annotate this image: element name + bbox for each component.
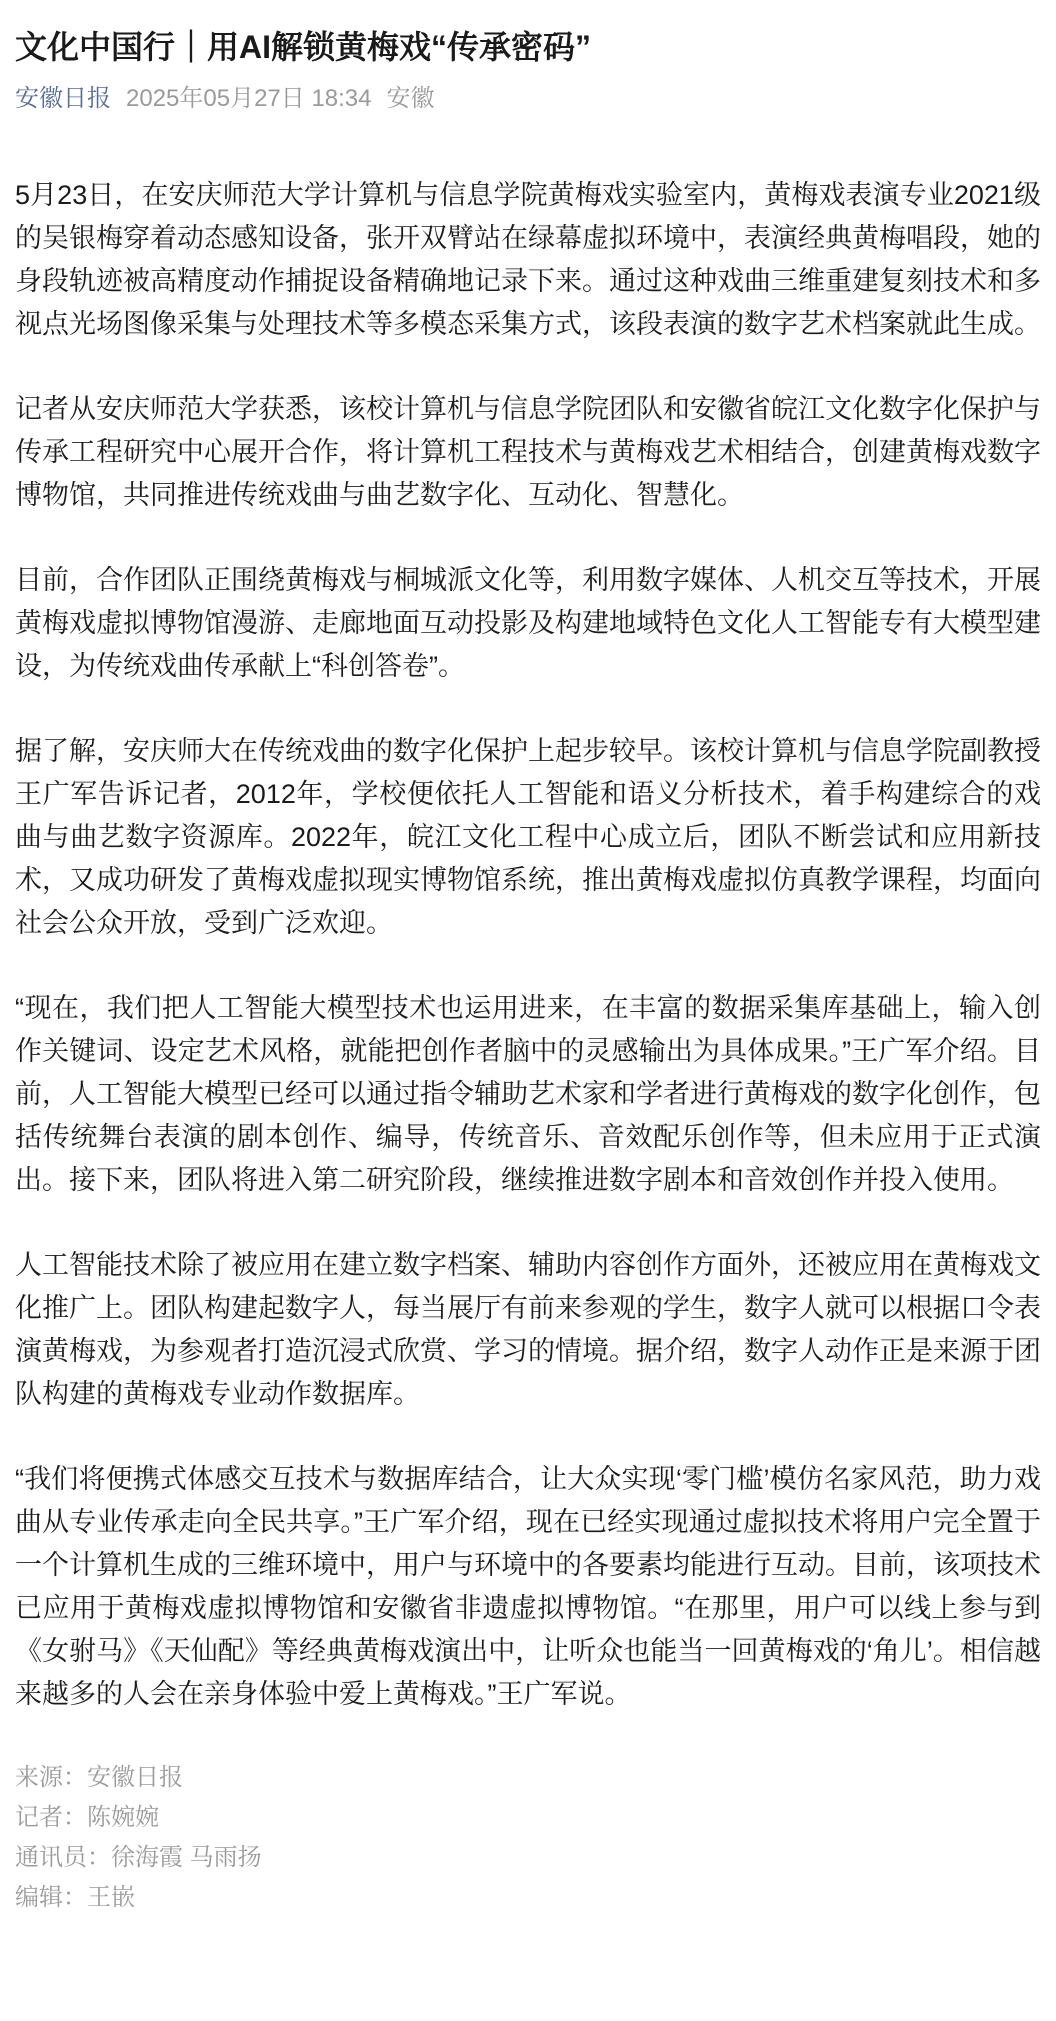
article-paragraph: 人工智能技术除了被应用在建立数字档案、辅助内容创作方面外，还被应用在黄梅戏文化推广上。团队构建起数字人，每当展厅有前来参观的学生，数字人就可以根据口令表演黄梅戏，为参观者打造沉浸式欣赏、学习的情境。据介绍，数字人动作正是来源于团队构建的黄梅戏专业动作数据库。 (15, 1250, 1041, 1409)
article-paragraph: 5月23日，在安庆师范大学计算机与信息学院黄梅戏实验室内，黄梅戏表演专业2021级的吴银梅穿着动态感知设备，张开双臂站在绿幕虚拟环境中，表演经典黄梅唱段，她的身段轨迹被高精度动作捕捉设备精确地记录下来。通过这种戏曲三维重建复刻技术和多视点光场图像采集与处理技术等多模态采集方式，该段表演的数字艺术档案就此生成。 (15, 180, 1041, 339)
publish-date: 2025年05月27日 18:34 (126, 85, 372, 112)
article-paragraph: 据了解，安庆师大在传统戏曲的数字化保护上起步较早。该校计算机与信息学院副教授王广军告诉记者，2012年，学校便依托人工智能和语义分析技术，着手构建综合的戏曲与曲艺数字资源库。2022年，皖江文化工程中心成立后，团队不断尝试和应用新技术，又成功研发了黄梅戏虚拟现实博物馆系统，推出黄梅戏虚拟仿真教学课程，均面向社会公众开放，受到广泛欢迎。 (15, 736, 1041, 938)
page-title: 文化中国行｜用AI解锁黄梅戏“传承密码” (15, 29, 592, 65)
article-paragraph: “我们将便携式体感交互技术与数据库结合，让大众实现‘零门槛’模仿名家风范，助力戏曲从专业传承走向全民共享。”王广军介绍，现在已经实现通过虚拟技术将用户完全置于一个计算机生成的三维环境中，用户与环境中的各要素均能进行互动。目前，该项技术已应用于黄梅戏虚拟博物馆和安徽省非遗虚拟博物馆。“在那里，用户可以线上参与到《女驸马》《天仙配》等经典黄梅戏演出中，让听众也能当一回黄梅戏的‘角儿’。相信越来越多的人会在亲身体验中爱上黄梅戏。”王广军说。 (15, 1464, 1041, 1709)
footer-credits (15, 1758, 1041, 1918)
byline (15, 86, 1041, 112)
credit-line: 通讯员：徐海霞 马雨扬 (15, 1844, 262, 1871)
region-label: 安徽 (386, 85, 435, 112)
article-paragraph: “现在，我们把人工智能大模型技术也运用进来，在丰富的数据采集库基础上，输入创作关键词、设定艺术风格，就能把创作者脑中的灵感输出为具体成果。”王广军介绍。目前，人工智能大模型已经可以通过指令辅助艺术家和学者进行黄梅戏的数字化创作，包括传统舞台表演的剧本创作、编导，传统音乐、音效配乐创作等，但未应用于正式演出。接下来，团队将进入第二研究阶段，继续推进数字剧本和音效创作并投入使用。 (15, 993, 1041, 1195)
credit-line: 来源：安徽日报 (15, 1764, 183, 1791)
credit-line: 记者：陈婉婉 (15, 1804, 159, 1831)
article-paragraph: 目前，合作团队正围绕黄梅戏与桐城派文化等，利用数字媒体、人机交互等技术，开展黄梅戏虚拟博物馆漫游、走廊地面互动投影及构建地域特色文化人工智能专有大模型建设，为传统戏曲传承献上“科创答卷”。 (15, 565, 1041, 681)
article-paragraph: 记者从安庆师范大学获悉，该校计算机与信息学院团队和安徽省皖江文化数字化保护与传承工程研究中心展开合作，将计算机工程技术与黄梅戏艺术相结合，创建黄梅戏数字博物馆，共同推进传统戏曲与曲艺数字化、互动化、智慧化。 (15, 394, 1041, 510)
article-body (15, 174, 1041, 1716)
account-name-link[interactable]: 安徽日报 (15, 85, 111, 112)
credit-line: 编辑：王嵌 (15, 1884, 135, 1911)
